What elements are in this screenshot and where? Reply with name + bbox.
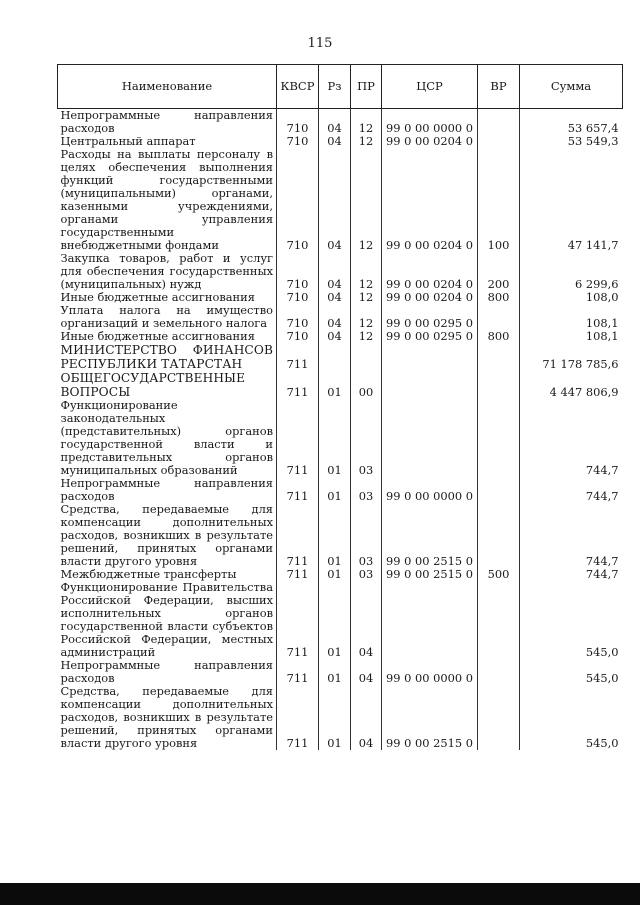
table-row (58, 503, 623, 568)
cell-sum: 545,0 (520, 581, 623, 659)
cell-vr (478, 304, 520, 330)
cell-vr (478, 685, 520, 750)
cell-rz: 04 (319, 291, 351, 304)
cell-name: Функционирование Правительства Российской Федерации, высших исполнительных органов государственной власти субъектов Российской Федерации, местных администраций (60, 580, 273, 659)
cell-sum: 545,0 (520, 685, 623, 750)
table-row (58, 330, 623, 343)
cell-vr: 100 (478, 148, 520, 252)
cell-rz: 01 (319, 477, 351, 503)
cell-kvsr: 710 (277, 252, 319, 291)
cell-vr (478, 371, 520, 399)
table-row (58, 477, 623, 503)
cell-name: Уплата налога на имущество организаций и земельного налога (60, 303, 273, 330)
cell-vr (478, 659, 520, 685)
cell-sum: 108,1 (520, 330, 623, 343)
cell-csr: 99 0 00 0295 0 (382, 304, 478, 330)
table-row (58, 371, 623, 399)
cell-csr: 99 0 00 0000 0 (382, 659, 478, 685)
page-number: 115 (307, 36, 333, 51)
cell-kvsr: 710 (277, 148, 319, 252)
cell-kvsr: 711 (277, 568, 319, 581)
cell-vr (478, 109, 520, 136)
cell-rz: 04 (319, 330, 351, 343)
budget-table (57, 64, 623, 750)
cell-rz: 01 (319, 568, 351, 581)
cell-pr: 12 (351, 304, 382, 330)
cell-kvsr: 710 (277, 304, 319, 330)
cell-name: Межбюджетные трансферты (60, 567, 237, 581)
cell-vr (478, 135, 520, 148)
cell-kvsr: 711 (277, 581, 319, 659)
table-row (58, 581, 623, 659)
cell-vr (478, 581, 520, 659)
cell-sum: 744,7 (520, 568, 623, 581)
cell-csr: 99 0 00 0204 0 (382, 135, 478, 148)
cell-name: ОБЩЕГОСУДАРСТВЕННЫЕ ВОПРОСЫ (60, 371, 246, 399)
table-row (58, 399, 623, 477)
cell-vr (478, 343, 520, 371)
table-row (58, 252, 623, 291)
table-row (58, 343, 623, 371)
cell-sum: 744,7 (520, 503, 623, 568)
cell-kvsr: 711 (277, 659, 319, 685)
cell-rz: 01 (319, 503, 351, 568)
cell-pr (351, 343, 382, 371)
cell-name: Центральный аппарат (60, 134, 196, 148)
table-body (58, 109, 623, 751)
cell-rz: 01 (319, 685, 351, 750)
cell-sum: 744,7 (520, 399, 623, 477)
cell-vr (478, 503, 520, 568)
table-row (58, 304, 623, 330)
cell-kvsr: 710 (277, 330, 319, 343)
table-row (58, 148, 623, 252)
cell-sum: 108,0 (520, 291, 623, 304)
cell-name: Закупка товаров, работ и услуг для обеспечения государственных (муниципальных) нужд (60, 251, 273, 291)
cell-name: Иные бюджетные ассигнования (60, 290, 255, 304)
cell-sum: 4 447 806,9 (520, 371, 623, 399)
cell-pr: 03 (351, 477, 382, 503)
header-kvsr: КВСР (277, 65, 319, 109)
cell-name: Функционирование законодательных (представительных) органов государственной власти и представительных органов муниципальных образований (60, 398, 273, 477)
cell-pr: 12 (351, 109, 382, 136)
cell-name: Иные бюджетные ассигнования (60, 329, 255, 343)
cell-name: Средства, передаваемые для компенсации дополнительных расходов, возникших в результате решений, принятых органами власти другого уровня (60, 684, 273, 750)
cell-csr: 99 0 00 2515 0 (382, 503, 478, 568)
cell-name: Средства, передаваемые для компенсации дополнительных расходов, возникших в результате решений, принятых органами власти другого уровня (60, 502, 273, 568)
cell-vr (478, 399, 520, 477)
cell-pr: 12 (351, 252, 382, 291)
cell-rz: 04 (319, 252, 351, 291)
table-row (58, 659, 623, 685)
cell-kvsr: 710 (277, 109, 319, 136)
cell-pr: 00 (351, 371, 382, 399)
cell-csr: 99 0 00 0000 0 (382, 109, 478, 136)
cell-kvsr: 711 (277, 503, 319, 568)
cell-sum: 6 299,6 (520, 252, 623, 291)
cell-rz: 01 (319, 399, 351, 477)
cell-vr: 200 (478, 252, 520, 291)
cell-pr: 04 (351, 659, 382, 685)
cell-vr (478, 477, 520, 503)
cell-pr: 12 (351, 330, 382, 343)
header-rz: Рз (319, 65, 351, 109)
cell-rz: 04 (319, 109, 351, 136)
cell-kvsr: 711 (277, 399, 319, 477)
cell-csr (382, 371, 478, 399)
header-sum: Сумма (520, 65, 623, 109)
cell-name: Непрограммные направления расходов (60, 476, 273, 503)
cell-csr: 99 0 00 0204 0 (382, 291, 478, 304)
cell-rz: 04 (319, 148, 351, 252)
cell-rz: 04 (319, 135, 351, 148)
cell-pr: 03 (351, 399, 382, 477)
header-pr: ПР (351, 65, 382, 109)
cell-pr: 04 (351, 685, 382, 750)
cell-pr: 12 (351, 135, 382, 148)
cell-csr: 99 0 00 0000 0 (382, 477, 478, 503)
cell-csr (382, 581, 478, 659)
cell-rz: 01 (319, 659, 351, 685)
cell-rz: 04 (319, 304, 351, 330)
cell-kvsr: 710 (277, 291, 319, 304)
cell-csr (382, 343, 478, 371)
cell-kvsr: 711 (277, 343, 319, 371)
cell-pr: 03 (351, 503, 382, 568)
cell-kvsr: 711 (277, 371, 319, 399)
cell-pr: 12 (351, 148, 382, 252)
cell-csr: 99 0 00 0204 0 (382, 148, 478, 252)
cell-csr: 99 0 00 2515 0 (382, 685, 478, 750)
cell-csr: 99 0 00 0295 0 (382, 330, 478, 343)
cell-name: Расходы на выплаты персоналу в целях обеспечения выполнения функций государственными (муниципальными) органами, казенными учреждениями, органами управления государственными внебюджетными фондами (60, 147, 273, 252)
cell-sum: 53 549,3 (520, 135, 623, 148)
header-vr: ВР (478, 65, 520, 109)
table-header-row (58, 65, 623, 109)
cell-sum: 545,0 (520, 659, 623, 685)
cell-vr: 800 (478, 291, 520, 304)
cell-csr: 99 0 00 0204 0 (382, 252, 478, 291)
cell-kvsr: 711 (277, 477, 319, 503)
scan-bottom-edge (0, 883, 640, 905)
cell-csr: 99 0 00 2515 0 (382, 568, 478, 581)
cell-sum: 108,1 (520, 304, 623, 330)
cell-name: Непрограммные направления расходов (60, 658, 273, 685)
table-row (58, 685, 623, 750)
header-name: Наименование (58, 65, 277, 109)
cell-rz (319, 343, 351, 371)
cell-sum: 47 141,7 (520, 148, 623, 252)
cell-sum: 71 178 785,6 (520, 343, 623, 371)
cell-name: МИНИСТЕРСТВО ФИНАНСОВ РЕСПУБЛИКИ ТАТАРСТАН (60, 343, 273, 371)
cell-sum: 53 657,4 (520, 109, 623, 136)
table-row (58, 109, 623, 136)
cell-csr (382, 399, 478, 477)
cell-kvsr: 710 (277, 135, 319, 148)
cell-name: Непрограммные направления расходов (60, 108, 273, 135)
cell-pr: 03 (351, 568, 382, 581)
cell-pr: 12 (351, 291, 382, 304)
cell-rz: 01 (319, 581, 351, 659)
cell-pr: 04 (351, 581, 382, 659)
cell-vr: 500 (478, 568, 520, 581)
cell-sum: 744,7 (520, 477, 623, 503)
cell-vr: 800 (478, 330, 520, 343)
cell-rz: 01 (319, 371, 351, 399)
cell-kvsr: 711 (277, 685, 319, 750)
header-csr: ЦСР (382, 65, 478, 109)
